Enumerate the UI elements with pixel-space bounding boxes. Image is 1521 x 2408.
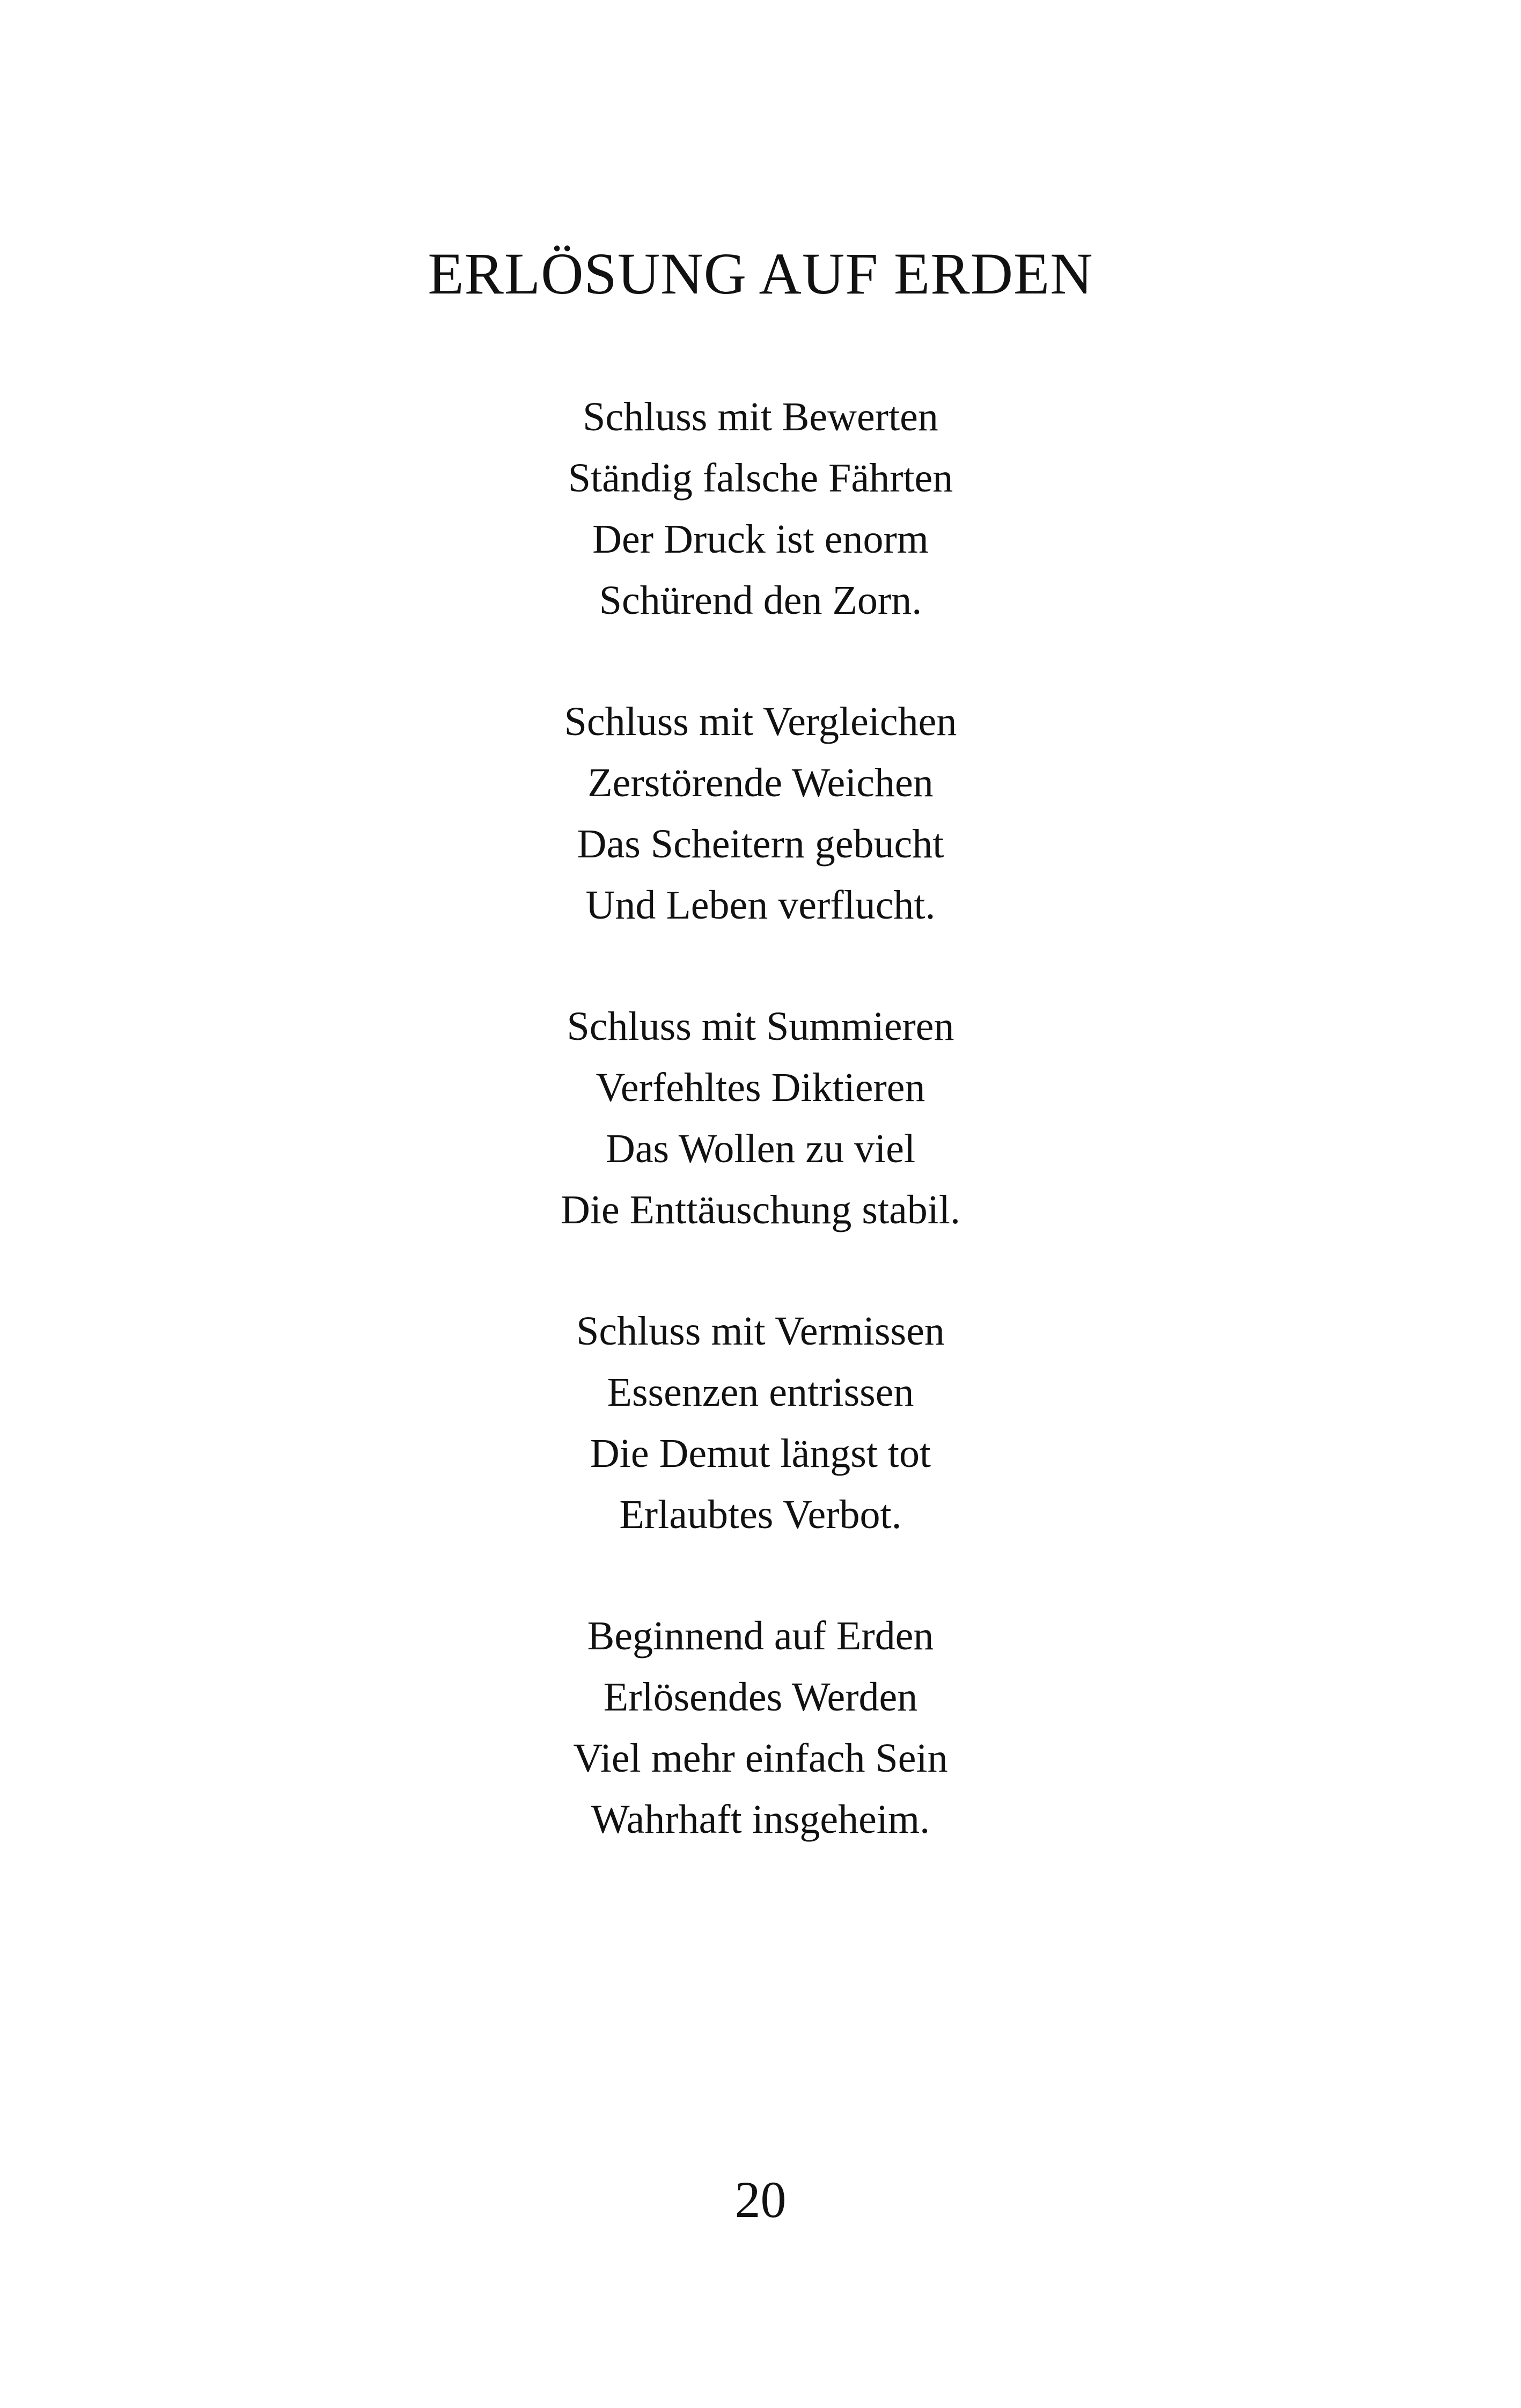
verse-line: Schluss mit Summieren [567,1004,954,1049]
stanza-5 [0,1605,1521,1850]
verse-line: Schluss mit Vermissen [576,1309,945,1354]
verse-line: Und Leben verflucht. [585,883,936,928]
verse-line: Beginnend auf Erden [587,1613,934,1658]
stanza-4 [0,1301,1521,1545]
verse-line: Schluss mit Vergleichen [564,699,957,744]
verse-line: Essenzen entrissen [607,1370,914,1415]
stanza-3 [0,996,1521,1240]
verse-line: Verfehltes Diktieren [596,1065,925,1110]
verse-line: Erlaubtes Verbot. [619,1492,902,1537]
verse-line: Die Demut längst tot [590,1431,931,1476]
verse-line: Der Druck ist enorm [592,517,929,562]
verse-line: Zerstörende Weichen [587,760,934,805]
page-number: 20 [734,2171,787,2228]
stanza-1 [0,386,1521,631]
verse-line: Viel mehr einfach Sein [573,1736,948,1781]
verse-line: Schluss mit Bewerten [583,394,938,439]
verse-line: Schürend den Zorn. [599,578,922,623]
verse-line: Wahrhaft insgeheim. [591,1797,930,1842]
verse-line: Ständig falsche Fährten [568,456,953,501]
poem-title: ERLÖSUNG AUF ERDEN [428,241,1093,306]
stanza-2 [0,691,1521,936]
verse-line: Das Scheitern gebucht [577,821,944,867]
verse-line: Das Wollen zu viel [605,1126,916,1171]
verse-line: Erlösendes Werden [603,1675,918,1720]
verse-line: Die Enttäuschung stabil. [560,1187,961,1232]
